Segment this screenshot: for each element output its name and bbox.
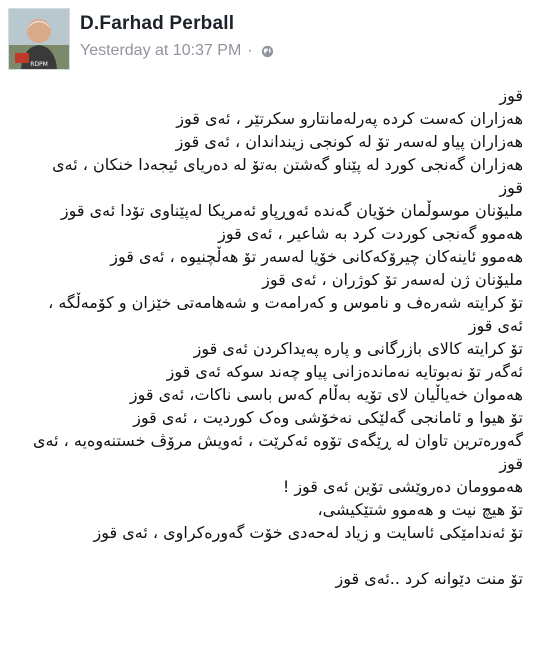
author-name[interactable]: D.Farhad Perball	[80, 13, 235, 34]
post-body	[14, 84, 523, 590]
post-text-line: تۆ هیچ نیت و هەموو شتێکیشی،	[317, 500, 523, 519]
post-text-line: ملیۆنان موسوڵمان خۆیان گەندە ئەوڕپاو ئەمریکا لەپێناوی تۆدا ئەی قوز	[60, 201, 523, 220]
post-text-line: تۆ ئەندامێکی ئاسایت و زیاد لەحەدی خۆت گەورەکراوی ، ئەی قوز	[93, 523, 523, 542]
post-meta	[80, 42, 274, 60]
post-text-line: هەموو ئاینەکان چیرۆکەکانی خۆیا لەسەر تۆ هەڵچنیوە ، ئەی قوز	[110, 247, 523, 266]
post-text-line: قوز	[499, 454, 523, 473]
post-text-line: ملیۆنان ژن لەسەر تۆ کوژران ، ئەی قوز	[262, 270, 523, 289]
avatar[interactable]	[8, 8, 70, 70]
post-text-line: گەورەترین تاوان لە ڕێگەی تۆوە ئەکرێت ، ئەویش مرۆڤ خستنەوەیە ، ئەی	[33, 431, 523, 450]
post-text-line: هەزاران گەنجی کورد لە پێناو گەشتن بەتۆ لە دەریای ئیجەدا خنکان ، ئەی	[52, 155, 523, 174]
post-text-line: تۆ منت دێوانە کرد ..ئەی قوز	[335, 569, 523, 588]
post-header	[8, 8, 525, 72]
post-timestamp[interactable]: Yesterday at 10:37 PM	[80, 42, 242, 59]
post-text-line: هەزاران پیاو لەسەر تۆ لە کونجی زینداندان ، ئەی قوز	[175, 132, 523, 151]
avatar-caption: RDPM	[30, 61, 48, 68]
post-text-line: قوز	[499, 86, 523, 105]
post-text-line: هەموان خەیاڵیان لای تۆیە بەڵام کەس باسی ناکات، ئەی قوز	[129, 385, 523, 404]
post-blank-line	[14, 544, 523, 567]
post-text-line: ئەی قوز	[468, 316, 523, 335]
post-text-line: قوز	[499, 178, 523, 197]
post-text-line: هەمووما‌ن دەروێشی تۆین ئەی قوز !	[282, 477, 523, 496]
globe-icon[interactable]	[261, 45, 274, 58]
avatar-photo	[9, 9, 69, 69]
post-text-line: هەموو گەنجی کوردت کرد بە شاعیر ، ئەی قوز	[218, 224, 523, 243]
post-text-line: تۆ کرایتە شەرەف و ناموس و کەرامەت و شەهامەتی خێزان و کۆمەڵگە ،	[48, 293, 523, 312]
post-text-line: تۆ هیوا و ئامانجی گەلێکی نەخۆشی وەک کوردیت ، ئەی قوز	[133, 408, 523, 427]
post-text-line: ئەگەر تۆ نەبوتایە نەماندەزانی پیاو چەند سوکە ئەی قوز	[166, 362, 523, 381]
post-text-line: تۆ کرایتە کالای بازرگانی و پارە پەیداکردن ئەی قوز	[193, 339, 523, 358]
meta-separator: ·	[247, 42, 253, 59]
post-text-line: هەزاران کەست کردە پەرلەمانتارو سکرتێر ، ئەی قوز	[176, 109, 523, 128]
